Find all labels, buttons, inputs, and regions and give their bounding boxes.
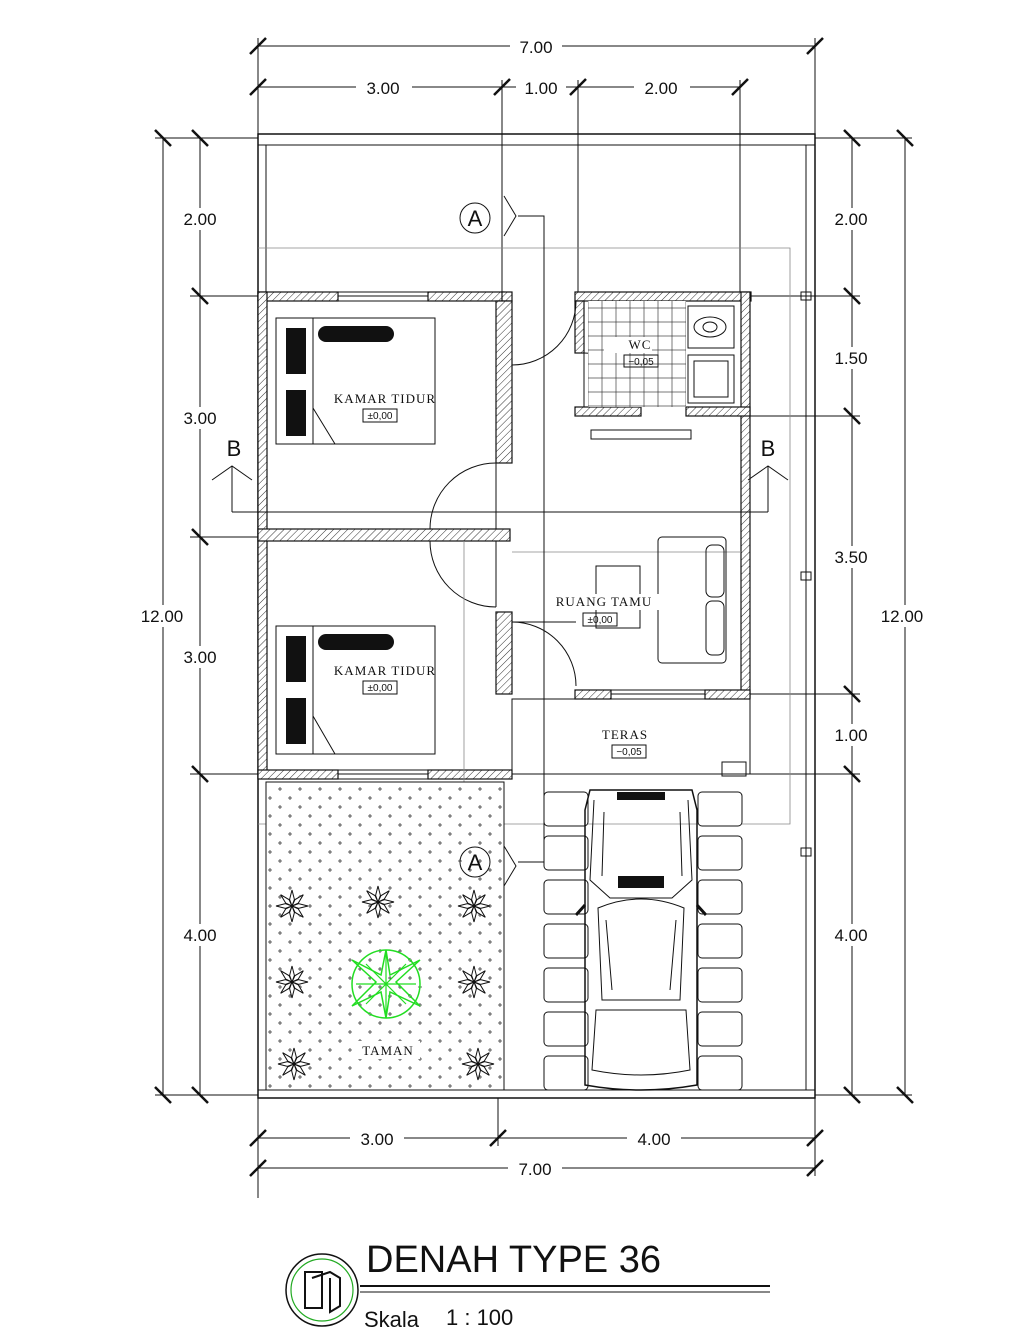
dim-left-seg-2: 3.00 (183, 409, 217, 428)
right-dimensions (750, 130, 932, 1103)
carport (544, 790, 742, 1090)
paver-block (544, 1012, 588, 1046)
paver-block (544, 792, 588, 826)
bedroom-bottom (276, 626, 436, 754)
paver-block (698, 836, 742, 870)
section-a-bottom-marker: A (467, 850, 483, 875)
dim-right-seg-1: 2.00 (834, 210, 868, 229)
shrub-icon (458, 890, 490, 922)
car-icon (576, 790, 706, 1090)
scale-label: Skala (364, 1307, 420, 1332)
logo-icon (286, 1254, 358, 1326)
shrub-icon (276, 966, 308, 998)
bottom-dimensions (250, 1098, 823, 1179)
dim-bottom-total: 7.00 (518, 1160, 552, 1179)
drawing-title: DENAH TYPE 36 (366, 1239, 661, 1281)
living-room-level: ±0,00 (587, 615, 613, 626)
paver-block (698, 880, 742, 914)
section-b-right-marker: B (760, 436, 776, 461)
terrace-level: −0,05 (616, 747, 642, 758)
wc-room (588, 301, 734, 439)
paver-block (698, 792, 742, 826)
garden (266, 782, 504, 1090)
shrub-icon (362, 886, 394, 918)
bedroom-top-label: KAMAR TIDUR (333, 391, 437, 406)
paver-block (698, 1056, 742, 1090)
paver-block (544, 836, 588, 870)
dim-top-seg-2: 1.00 (524, 79, 558, 98)
terrace (512, 699, 750, 776)
scale-value: 1 : 100 (446, 1305, 514, 1330)
wc-label: WC (628, 337, 652, 352)
bedroom-bottom-level: ±0,00 (367, 683, 393, 694)
dim-left-seg-4: 4.00 (183, 926, 217, 945)
dim-right-seg-5: 4.00 (834, 926, 868, 945)
shrub-icon (462, 1048, 494, 1080)
paver-block (544, 968, 588, 1002)
dim-right-seg-3: 3.50 (834, 548, 868, 567)
carport-pavers (544, 792, 742, 1090)
dim-top-seg-3: 2.00 (644, 79, 678, 98)
dim-right-total: 12.00 (880, 607, 924, 626)
terrace-label: TERAS (601, 727, 649, 742)
dim-right-seg-4: 1.00 (834, 726, 868, 745)
dim-right-seg-2: 1.50 (834, 349, 868, 368)
dim-bottom-seg-2: 4.00 (637, 1130, 671, 1149)
dim-left-seg-1: 2.00 (183, 210, 217, 229)
dim-top-seg-1: 3.00 (366, 79, 400, 98)
dim-left-total: 12.00 (140, 607, 184, 626)
bedroom-bottom-label: KAMAR TIDUR (333, 663, 437, 678)
paver-block (544, 1056, 588, 1090)
bedroom-top (276, 318, 436, 444)
section-b-left-marker: B (226, 436, 242, 461)
paver-block (698, 924, 742, 958)
paver-block (698, 1012, 742, 1046)
wc-level: −0,05 (628, 357, 654, 368)
paver-block (544, 924, 588, 958)
dim-left-seg-3: 3.00 (183, 648, 217, 667)
garden-label: TAMAN (362, 1043, 414, 1058)
dim-top-total: 7.00 (519, 38, 553, 57)
tree-icon (352, 950, 420, 1018)
title-block (286, 1239, 770, 1332)
dim-bottom-seg-1: 3.00 (360, 1130, 394, 1149)
shrub-icon (458, 966, 490, 998)
shrub-icon (276, 890, 308, 922)
living-room-label: RUANG TAMU (555, 594, 653, 609)
left-dimensions (132, 130, 258, 1103)
bedroom-top-level: ±0,00 (367, 411, 393, 422)
shrub-icon (278, 1048, 310, 1080)
section-a-top-marker: A (467, 206, 483, 231)
paver-block (698, 968, 742, 1002)
